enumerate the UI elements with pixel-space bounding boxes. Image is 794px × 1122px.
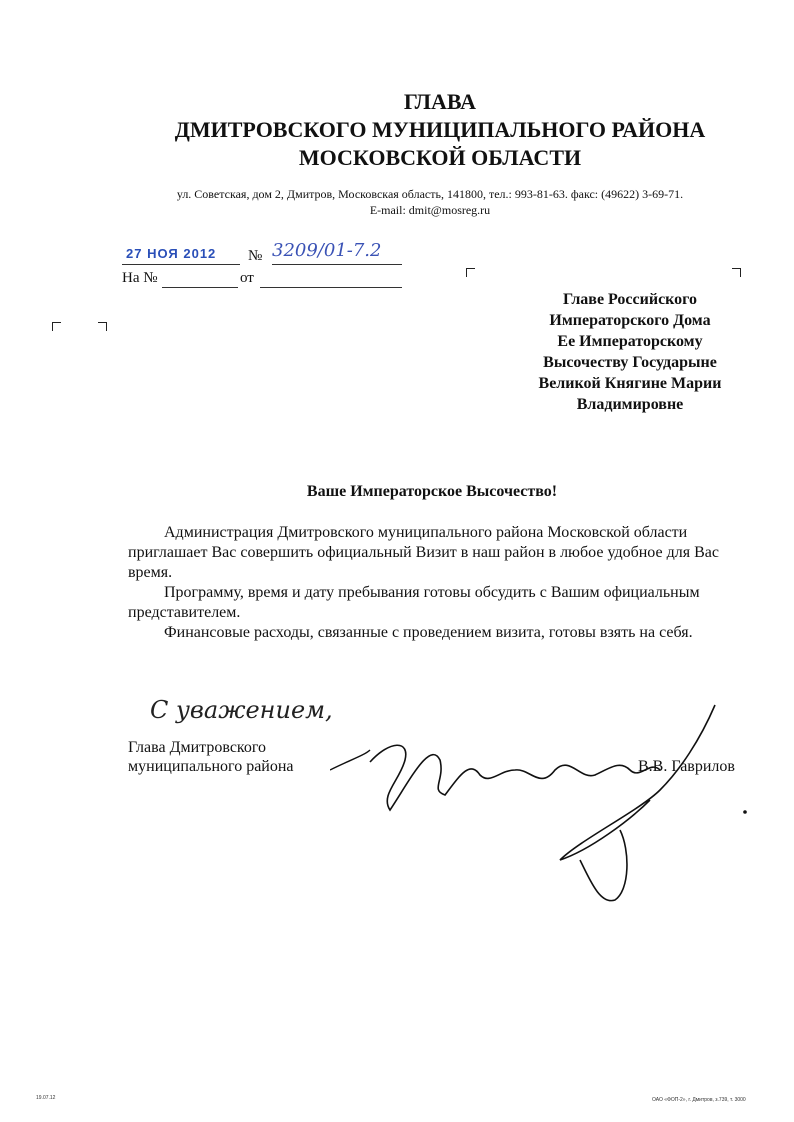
handwritten-number: 3209/01-7.2 — [272, 240, 382, 261]
addressee-line: Главе Российского — [562, 291, 698, 308]
ref-underline — [162, 287, 238, 288]
number-label: № — [248, 248, 263, 264]
date-underline — [122, 264, 240, 265]
signer-name: В.В. Гаврилов — [638, 758, 735, 775]
letterhead-address — [120, 186, 740, 218]
paragraph: Программу, время и дату пребывания готовы обсудить с Вашим официальным представителем. — [128, 584, 700, 621]
date-stamp: 27 НОЯ 2012 — [126, 246, 217, 261]
position-line: Глава Дмитровского — [128, 739, 267, 756]
address-text: ул. Советская, дом 2, Дмитров, Московская область, 141800, тел.: 993-81-63. факс: (49622) 3-69-71. — [176, 187, 684, 201]
corner-mark — [732, 268, 741, 277]
handwritten-closing: С уважением, — [150, 696, 333, 724]
paragraph: Финансовые расходы, связанные с проведением визита, готовы взять на себя. — [164, 624, 693, 641]
footer-print-date: 19.07.12 — [36, 1095, 56, 1101]
title-line: ГЛАВА — [403, 89, 477, 114]
greeting: Ваше Императорское Высочество! — [306, 483, 558, 500]
title-line: ДМИТРОВСКОГО МУНИЦИПАЛЬНОГО РАЙОНА — [174, 117, 706, 142]
letter-body — [128, 523, 748, 643]
corner-mark — [52, 322, 61, 331]
corner-mark — [466, 268, 475, 277]
from-label: от — [240, 270, 254, 286]
paragraph: Администрация Дмитровского муниципального района Московской области приглашает Вас совершить официальный Визит в наш район в любое удобное для Вас время. — [128, 524, 719, 581]
addressee-line: Императорского Дома — [549, 312, 711, 329]
footer-printer-info: ОАО «ФОП-2», г. Дмитров, з.739, т. 3000 — [652, 1097, 746, 1103]
from-underline — [260, 287, 402, 288]
addressee-line: Ее Императорскому — [557, 333, 703, 350]
addressee-block — [460, 289, 794, 415]
addressee-line: Высочеству Государыне — [543, 354, 717, 371]
signature-scrawl — [330, 700, 760, 910]
position-line: муниципального района — [128, 758, 294, 775]
corner-mark — [98, 322, 107, 331]
ref-label: На № — [122, 270, 158, 286]
letterhead-title — [0, 88, 794, 172]
title-line: МОСКОВСКОЙ ОБЛАСТИ — [298, 145, 582, 170]
addressee-line: Великой Княгине Марии — [538, 375, 722, 392]
number-underline — [272, 264, 402, 265]
email-text: E-mail: dmit@mosreg.ru — [369, 203, 491, 217]
addressee-line: Владимировне — [576, 396, 684, 413]
signer-position — [128, 738, 294, 776]
